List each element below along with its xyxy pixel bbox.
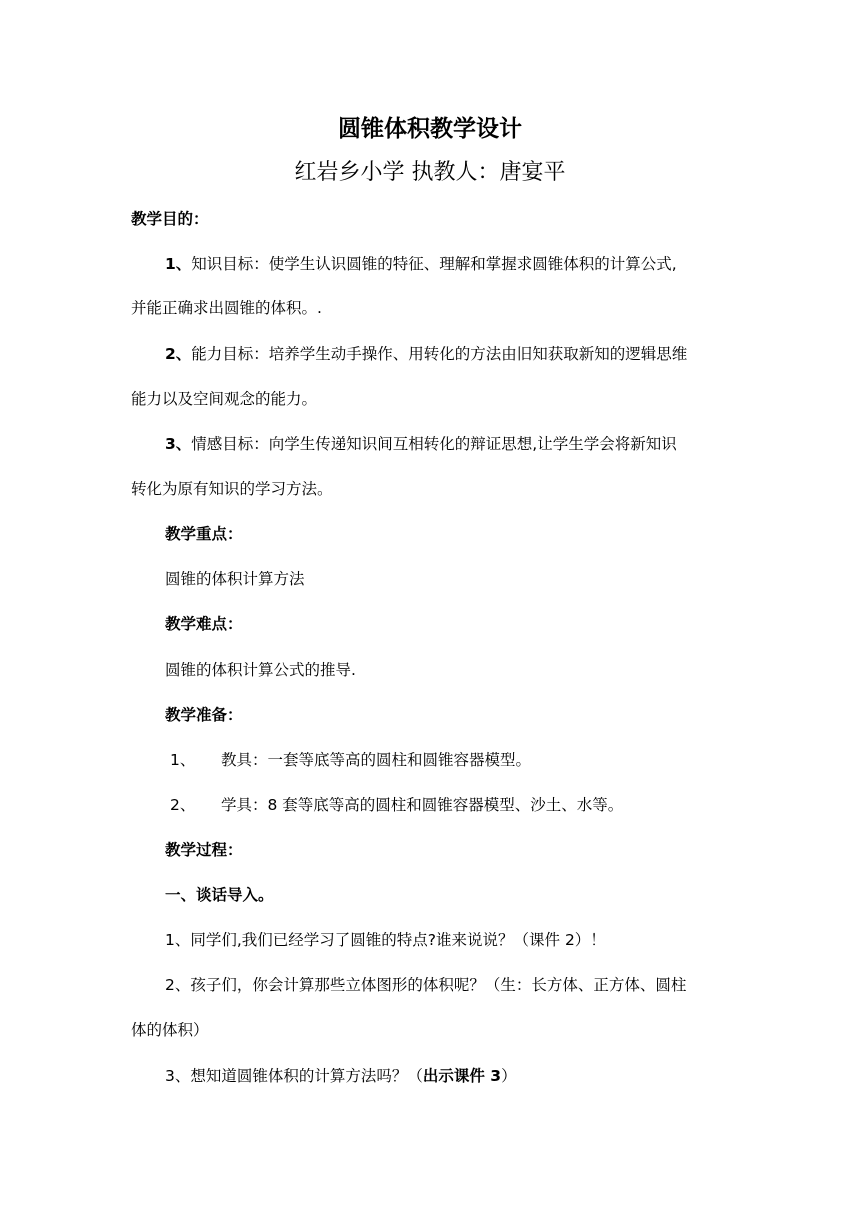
document-title: 圆锥体积教学设计	[338, 116, 522, 142]
section-1-item-3-suffix: ）	[501, 1067, 517, 1085]
prep-item-1-number: 1、	[170, 751, 196, 769]
prep-item-2-number: 2、	[170, 796, 196, 814]
document-subtitle: 红岩乡小学 执教人：唐宴平	[294, 160, 566, 185]
section-1-item-2-continued: 体的体积）	[131, 1021, 209, 1039]
difficulty-text: 圆锥的体积计算公式的推导.	[165, 661, 356, 679]
objective-2-continued: 能力以及空间观念的能力。	[131, 390, 318, 408]
prep-item-2-text: 学具：8 套等底等高的圆柱和圆锥容器模型、沙土、水等。	[221, 796, 624, 814]
key-point-heading: 教学重点：	[165, 525, 243, 543]
process-heading: 教学过程：	[165, 841, 243, 859]
difficulty-heading: 教学难点：	[165, 615, 243, 633]
objective-3-number: 3、	[165, 435, 192, 453]
section-1-item-3-prefix: 3、想知道圆锥体积的计算方法吗？（	[165, 1067, 423, 1085]
objective-1-continued: 并能正确求出圆锥的体积。.	[131, 299, 322, 317]
prep-item-1-text: 教具：一套等底等高的圆柱和圆锥容器模型。	[221, 751, 532, 769]
objective-2	[165, 344, 687, 364]
objective-1-number: 1、	[165, 255, 192, 273]
section-1-item-1: 1、同学们,我们已经学习了圆锥的特点?谁来说说？（课件 2）！	[165, 931, 606, 949]
objective-3-text: 情感目标：向学生传递知识间互相转化的辩证思想,让学生学会将新知识	[191, 435, 677, 453]
section-1-heading: 一、谈话导入。	[165, 886, 274, 904]
objectives-heading: 教学目的：	[131, 210, 209, 228]
objective-2-number: 2、	[165, 345, 192, 363]
objective-1-text: 知识目标：使学生认识圆锥的特征、理解和掌握求圆锥体积的计算公式,	[191, 255, 677, 273]
objective-3-continued: 转化为原有知识的学习方法。	[131, 480, 333, 498]
section-1-item-3-courseware: 出示课件 3	[422, 1067, 502, 1085]
objective-2-text: 能力目标：培养学生动手操作、用转化的方法由旧知获取新知的逻辑思维	[191, 345, 688, 363]
key-point-text: 圆锥的体积计算方法	[165, 570, 305, 588]
section-1-item-3	[165, 1066, 517, 1086]
objective-3	[165, 434, 677, 454]
section-1-item-2: 2、孩子们，你会计算那些立体图形的体积呢？（生：长方体、正方体、圆柱	[165, 976, 687, 994]
prep-heading: 教学准备：	[165, 706, 243, 724]
objective-1	[165, 254, 677, 274]
